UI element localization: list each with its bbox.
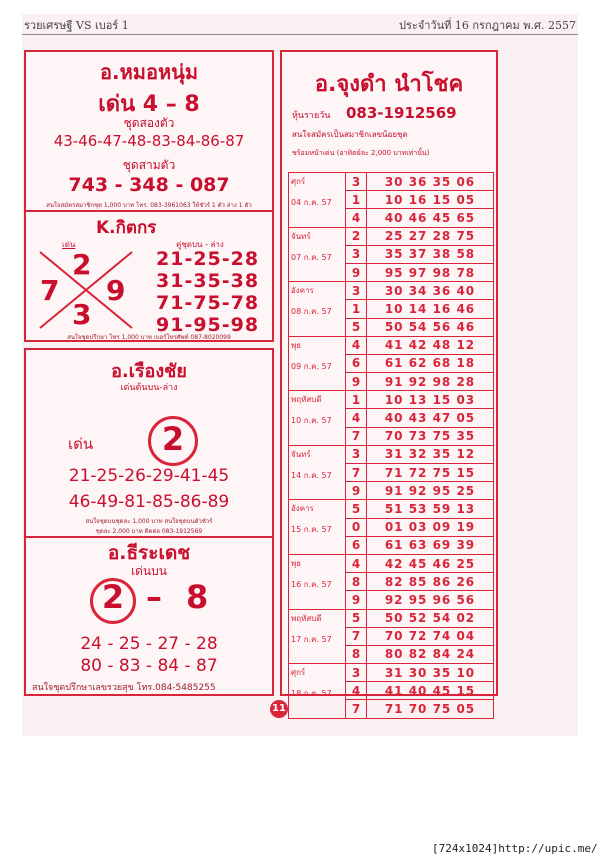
result-numbers: 61 63 69 39 (367, 536, 494, 554)
box3-lead-digit: 2 (161, 420, 185, 458)
result-numbers: 40 46 45 65 (367, 209, 494, 227)
result-day-cell (289, 336, 346, 391)
box1-note: สนใจสมัครสมาชิกชุด 1,000 บาท โทร. 083-3961063 ให้ชัวร์ 1 ตัว ล่าง 1 ตัว (46, 202, 252, 209)
result-lead-digit: 3 (346, 173, 367, 191)
box4-digit-2: 8 (186, 578, 209, 616)
results-row (289, 282, 494, 300)
results-row (289, 173, 494, 191)
right-phone: 083-1912569 (346, 104, 457, 122)
box4-line2: 80 - 83 - 84 - 87 (80, 656, 218, 676)
results-row (289, 391, 494, 409)
result-lead-digit: 8 (346, 573, 367, 591)
result-day-name: จันทร์ (291, 231, 311, 241)
box1-three-numbers: 743 - 348 - 087 (68, 174, 230, 196)
result-lead-digit: 7 (346, 464, 367, 482)
right-results-panel (280, 50, 498, 717)
results-row (289, 554, 494, 572)
result-lead-digit: 5 (346, 500, 367, 518)
box4-title: อ.ธีระเดช (107, 542, 191, 564)
right-price: ชร้อมหน้าเด่น (อาทิตย์ละ 2,000 บาทเท่านั้น) (292, 149, 430, 157)
result-day-cell (289, 391, 346, 446)
header-left: รวยเศรษฐี VS เบอร์ 1 (24, 19, 129, 32)
cross-digit-right: 9 (106, 274, 126, 307)
box2-title: K.กิตกร (96, 218, 157, 238)
result-lead-digit: 1 (346, 300, 367, 318)
result-day-name: ศุกร์ (291, 177, 306, 186)
result-lead-digit: 5 (346, 318, 367, 336)
box1-two-numbers: 43-46-47-48-83-84-86-87 (53, 132, 245, 150)
result-lead-digit: 4 (346, 209, 367, 227)
results-row (289, 227, 494, 245)
result-lead-digit: 6 (346, 536, 367, 554)
result-numbers: 30 34 36 40 (367, 282, 494, 300)
result-numbers: 31 32 35 12 (367, 445, 494, 463)
box3-title: อ.เรืองชัย (111, 361, 187, 382)
result-lead-digit: 7 (346, 700, 367, 718)
box3-line1: 21-25-26-29-41-45 (68, 466, 230, 486)
result-numbers: 42 45 46 25 (367, 554, 494, 572)
result-numbers: 40 43 47 05 (367, 409, 494, 427)
result-numbers: 30 36 35 06 (367, 173, 494, 191)
box4-dash: – (146, 578, 162, 616)
result-day-cell (289, 227, 346, 282)
box3-note2: ชุดละ 2,000 บาท ติดต่อ 083-1912569 (95, 528, 203, 535)
result-numbers: 70 73 75 35 (367, 427, 494, 445)
result-date: 15 ก.ค. 57 (291, 525, 332, 535)
box2-row: 71-75-78 (156, 292, 260, 314)
result-day-cell (289, 445, 346, 500)
result-numbers: 91 92 98 28 (367, 373, 494, 391)
box2-note: สนใจชุดปรึกษา โทร 1,000 บาท เบอร์โทรศัพท์ 087-8020099 (67, 334, 231, 341)
box1-title: อ.หมอหนุ่ม (99, 60, 199, 84)
result-lead-digit: 6 (346, 354, 367, 372)
result-numbers: 82 85 86 26 (367, 573, 494, 591)
box1-three-label: ชุดสามตัว (122, 158, 176, 172)
cross-digit-top: 2 (72, 248, 92, 281)
result-day-name: พฤหัสบดี (291, 613, 322, 623)
result-lead-digit: 1 (346, 191, 367, 209)
box3-note1: สนใจชุดบนชุดละ 1,000 บาท สนใจชุดบนตัวชัวร์ (85, 518, 213, 525)
box4-line1: 24 - 25 - 27 - 28 (80, 634, 218, 654)
left-box-lower (24, 348, 274, 696)
result-numbers: 10 13 15 03 (367, 391, 494, 409)
result-lead-digit: 4 (346, 682, 367, 700)
result-day-name: อังคาร (291, 286, 314, 296)
result-date: 17 ก.ค. 57 (291, 634, 332, 644)
result-day-cell (289, 500, 346, 555)
box2-pair-label: คู่ชุดบน - ล่าง (176, 240, 224, 249)
box3-line2: 46-49-81-85-86-89 (68, 492, 230, 512)
result-numbers: 51 53 59 13 (367, 500, 494, 518)
box3-lead-label: เด่น (68, 435, 94, 453)
result-lead-digit: 9 (346, 482, 367, 500)
box4-contact: สนใจชุดปรึกษาเลขรวยสุข โทร.084-5485255 (32, 683, 216, 693)
result-day-cell (289, 609, 346, 664)
result-numbers: 10 14 16 46 (367, 300, 494, 318)
result-numbers: 25 27 28 75 (367, 227, 494, 245)
result-day-name: พุธ (291, 340, 302, 350)
left-box-upper (24, 50, 274, 342)
cross-digit-left: 7 (40, 274, 60, 307)
result-day-cell (289, 282, 346, 337)
box1-divider (26, 210, 272, 212)
results-row (289, 500, 494, 518)
result-day-name: พุธ (291, 558, 302, 568)
result-numbers: 61 62 68 18 (367, 354, 494, 372)
box1-play: เด่น 4 – 8 (98, 92, 200, 117)
result-date: 04 ก.ค. 57 (291, 198, 332, 207)
result-lead-digit: 1 (346, 391, 367, 409)
result-numbers: 71 72 75 15 (367, 464, 494, 482)
header-divider (22, 34, 578, 35)
result-date: 18 ก.ค. 57 (291, 689, 332, 699)
result-numbers: 50 54 56 46 (367, 318, 494, 336)
result-lead-digit: 0 (346, 518, 367, 536)
box3-subtitle: เด่นต้นบน-ล่าง (120, 383, 178, 393)
result-numbers: 91 92 95 25 (367, 482, 494, 500)
result-lead-digit: 8 (346, 645, 367, 663)
result-numbers: 10 16 15 05 (367, 191, 494, 209)
result-numbers: 50 52 54 02 (367, 609, 494, 627)
result-numbers: 01 03 09 19 (367, 518, 494, 536)
right-member: สนใจสมัครเป็นสมาชิกเลขน้อยชุด (292, 130, 408, 139)
result-day-cell (289, 173, 346, 228)
result-lead-digit: 3 (346, 445, 367, 463)
result-day-name: พฤหัสบดี (291, 395, 322, 405)
right-phone-label: หุ้นรายวัน (292, 111, 331, 121)
result-numbers: 41 42 48 12 (367, 336, 494, 354)
box4-digit-1: 2 (101, 578, 125, 616)
result-day-name: อังคาร (291, 504, 314, 514)
box1-two-label: ชุดสองตัว (123, 116, 175, 130)
result-lead-digit: 7 (346, 627, 367, 645)
result-lead-digit: 2 (346, 227, 367, 245)
results-row (289, 445, 494, 463)
right-title: อ.จุงดำ นำโชค (314, 72, 464, 97)
result-date: 14 ก.ค. 57 (291, 470, 332, 480)
result-lead-digit: 4 (346, 336, 367, 354)
result-numbers: 80 82 84 24 (367, 645, 494, 663)
results-table (288, 172, 494, 719)
box2-row: 21-25-28 (156, 248, 260, 270)
result-lead-digit: 5 (346, 609, 367, 627)
result-day-name: ศุกร์ (291, 668, 306, 678)
result-numbers: 35 37 38 58 (367, 245, 494, 263)
result-numbers: 70 72 74 04 (367, 627, 494, 645)
result-numbers: 41 40 45 15 (367, 682, 494, 700)
result-numbers: 92 95 96 56 (367, 591, 494, 609)
result-day-cell (289, 664, 346, 719)
result-lead-digit: 4 (346, 409, 367, 427)
result-day-cell (289, 554, 346, 609)
box2-lead-label: เด่น (62, 240, 76, 249)
result-lead-digit: 9 (346, 263, 367, 281)
image-watermark: [724x1024]http://upic.me/ (432, 842, 598, 855)
result-lead-digit: 3 (346, 245, 367, 263)
result-numbers: 95 97 98 78 (367, 263, 494, 281)
header-right: ประจำวันที่ 16 กรกฎาคม พ.ศ. 2557 (399, 19, 576, 32)
result-date: 07 ก.ค. 57 (291, 252, 332, 262)
result-lead-digit: 3 (346, 282, 367, 300)
result-date: 09 ก.ค. 57 (291, 361, 332, 371)
result-numbers: 71 70 75 05 (367, 700, 494, 718)
box2-row: 91-95-98 (156, 314, 260, 336)
result-day-name: จันทร์ (291, 449, 311, 459)
result-lead-digit: 9 (346, 373, 367, 391)
result-lead-digit: 9 (346, 591, 367, 609)
box2-row: 31-35-38 (156, 270, 260, 292)
page-number: 11 (270, 700, 288, 718)
result-date: 10 ก.ค. 57 (291, 416, 332, 426)
results-row (289, 609, 494, 627)
results-row (289, 336, 494, 354)
cross-digit-bottom: 3 (72, 298, 92, 331)
result-numbers: 31 30 35 10 (367, 664, 494, 682)
results-row (289, 664, 494, 682)
result-date: 08 ก.ค. 57 (291, 307, 332, 317)
result-date: 16 ก.ค. 57 (291, 579, 332, 589)
box4-subtitle: เด่นบน (131, 564, 167, 578)
result-lead-digit: 7 (346, 427, 367, 445)
result-lead-digit: 3 (346, 664, 367, 682)
result-lead-digit: 4 (346, 554, 367, 572)
